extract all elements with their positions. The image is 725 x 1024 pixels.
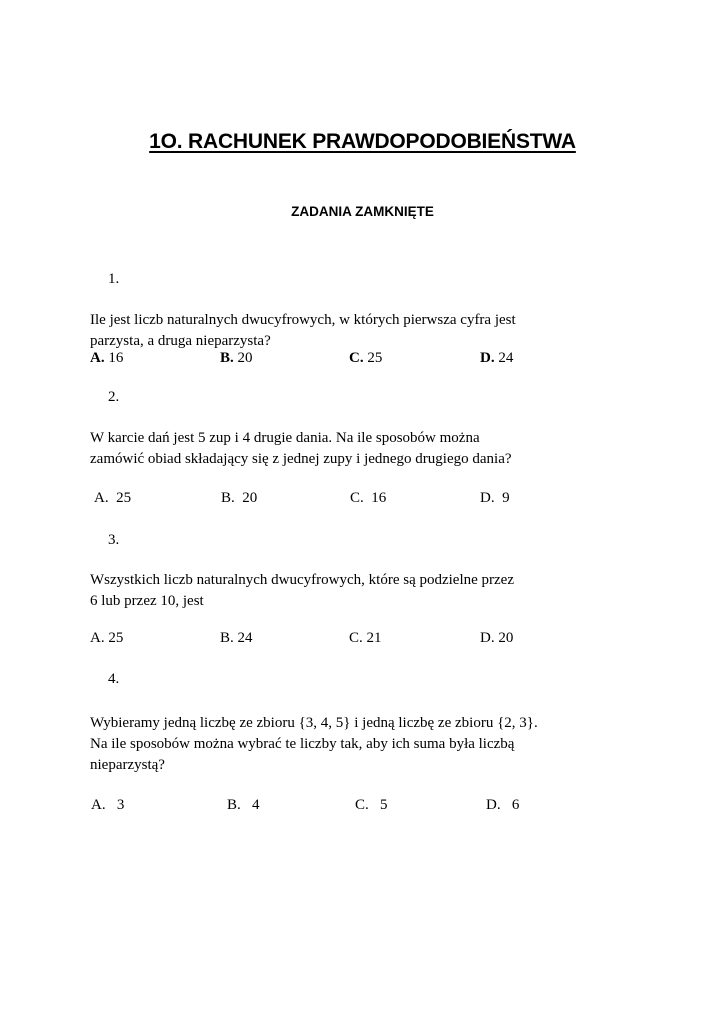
question-line: parzysta, a druga nieparzysta? [90,333,271,349]
question-number-1: 1. [108,271,120,287]
option-a: A. 25 [90,630,124,646]
option-d: D. 9 [480,490,510,506]
option-c: C. 25 [349,350,383,366]
option-b: B. 20 [220,350,253,366]
question-line: Wszystkich liczb naturalnych dwucyfrowych, które są podzielne przez [90,572,514,588]
question-line: nieparzystą? [90,757,165,773]
question-line: Wybieramy jedną liczbę ze zbioru {3, 4, 5} i jedną liczbę ze zbioru {2, 3}. [90,715,538,731]
option-d: D. 24 [480,350,514,366]
question-text-1 [90,310,516,352]
option-a: A. 25 [94,490,132,506]
question-line: 6 lub przez 10, jest [90,593,204,609]
question-number-2: 2. [108,389,120,405]
question-line: W karcie dań jest 5 zup i 4 drugie dania. Na ile sposobów można [90,430,480,446]
option-a: A. 16 [90,350,124,366]
page-title: 1O. RACHUNEK PRAWDOPODOBIEŃSTWA [149,130,576,153]
option-c: C. 5 [355,797,388,813]
question-line: Ile jest liczb naturalnych dwucyfrowych, w których pierwsza cyfra jest [90,312,516,328]
option-b: B. 4 [227,797,260,813]
question-text-3 [90,570,514,612]
question-number-4: 4. [108,671,120,687]
question-line: zamówić obiad składający się z jednej zupy i jednego drugiego dania? [90,451,512,467]
option-b: B. 24 [220,630,253,646]
question-line: Na ile sposobów można wybrać te liczby tak, aby ich suma była liczbą [90,736,515,752]
question-text-4 [90,713,538,776]
section-subtitle: ZADANIA ZAMKNIĘTE [291,204,434,219]
question-text-2 [90,428,512,470]
option-b: B. 20 [221,490,258,506]
option-d: D. 20 [480,630,514,646]
option-c: C. 21 [349,630,382,646]
option-a: A. 3 [91,797,125,813]
option-c: C. 16 [350,490,387,506]
question-number-3: 3. [108,532,120,548]
option-d: D. 6 [486,797,520,813]
